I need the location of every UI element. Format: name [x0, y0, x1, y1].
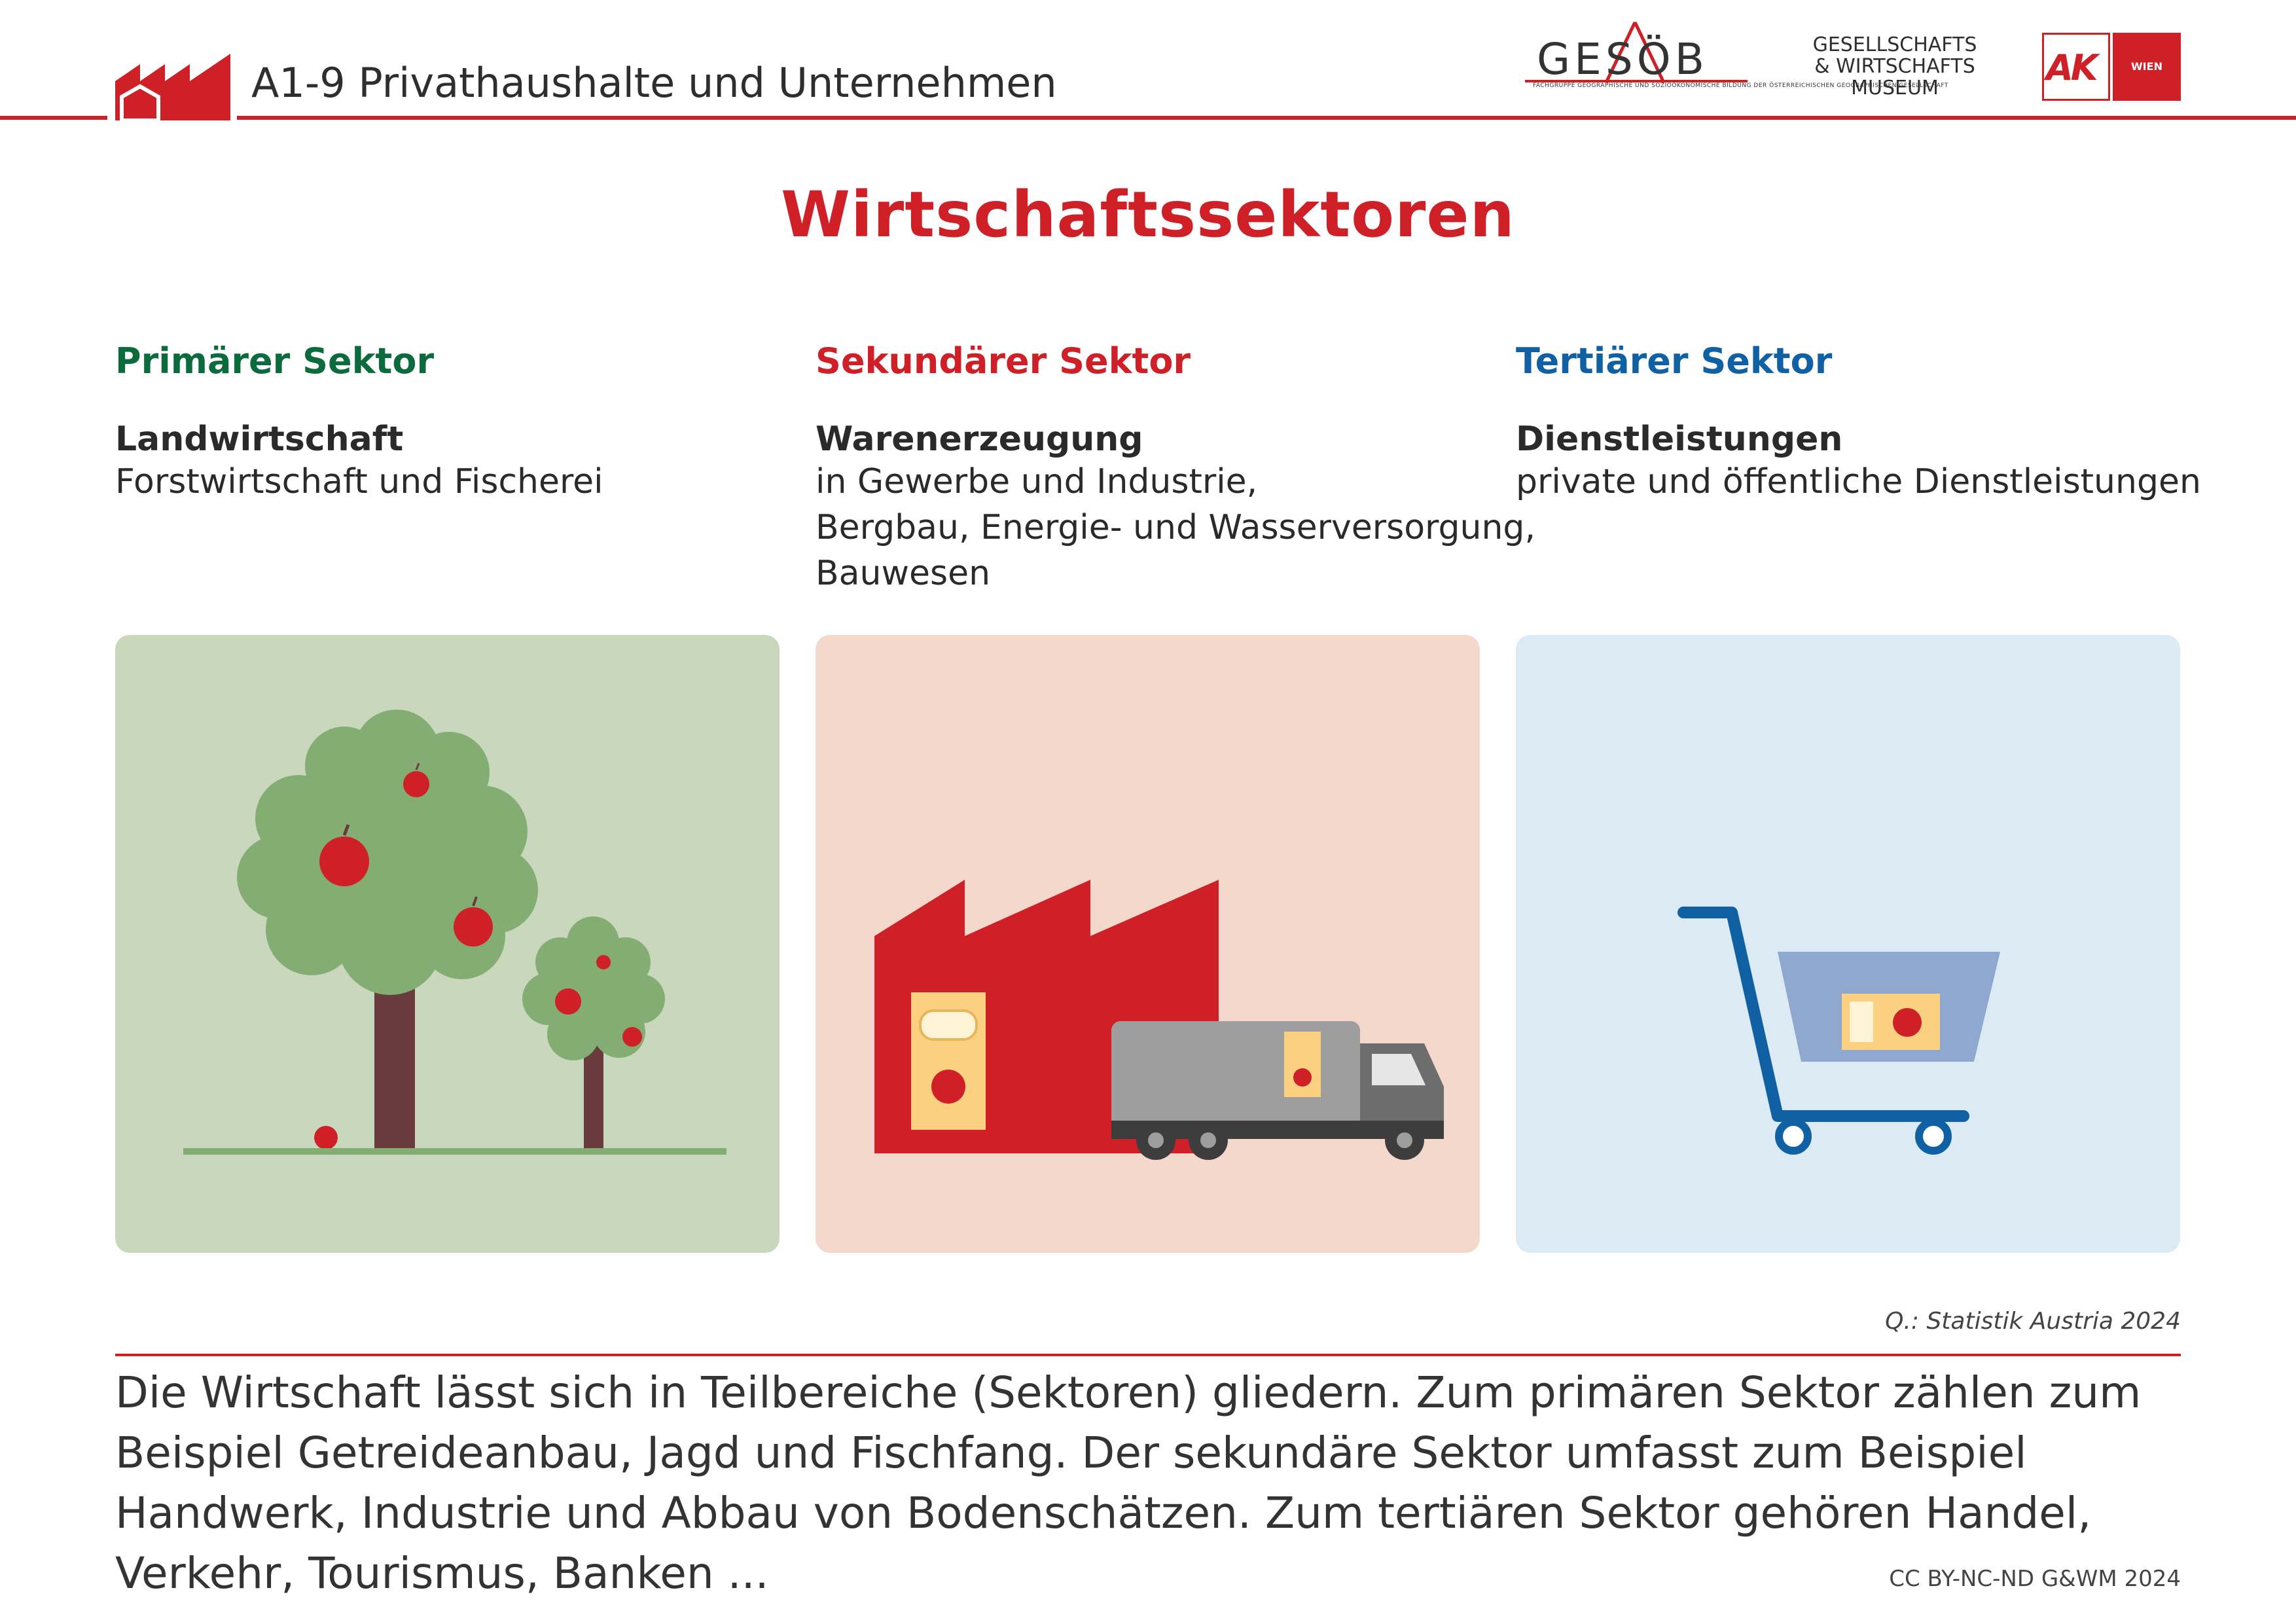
factory-logo-icon	[115, 50, 230, 120]
sector-secondary-main: Warenerzeugung	[816, 420, 1143, 459]
gwm-logo-line2: & WIRTSCHAFTS	[1814, 55, 1975, 78]
footer-rule	[115, 1354, 2181, 1356]
gwm-logo	[1793, 34, 1996, 99]
sector-tertiary	[1516, 340, 2210, 505]
header-rule-left	[0, 116, 107, 120]
sector-primary-main: Landwirtschaft	[115, 420, 404, 459]
header-title: A1-9 Privathaushalte und Unternehmen	[251, 59, 1057, 107]
sector-tertiary-heading: Tertiärer Sektor	[1516, 340, 1833, 382]
sector-primary-desc: Forstwirtschaft und Fischerei	[115, 462, 603, 501]
sector-primary	[115, 340, 809, 505]
ak-logo	[2042, 33, 2181, 101]
sector-primary-heading: Primärer Sektor	[115, 340, 435, 382]
sector-secondary-desc-2: Bergbau, Energie- und Wasserversorgung,	[816, 508, 1535, 547]
panel-tertiary	[1516, 635, 2180, 1253]
panel-primary	[115, 635, 780, 1253]
gwm-logo-line1: GESELLSCHAFTS	[1812, 33, 1977, 56]
apple-tree-icon	[115, 635, 780, 1253]
sector-secondary-heading: Sekundärer Sektor	[816, 340, 1191, 382]
factory-truck-icon	[816, 635, 1480, 1253]
shopping-cart-icon	[1516, 635, 2180, 1253]
source-note: Q.: Statistik Austria 2024	[1885, 1308, 2181, 1335]
gwm-logo-line3: MUSEUM	[1851, 77, 1939, 99]
sector-secondary-desc-1: in Gewerbe und Industrie,	[816, 462, 1258, 501]
body-text: Die Wirtschaft lässt sich in Teilbereiche (Sektoren) gliedern. Zum primären Sektor zählen zum Beispiel Getreideanbau, Jagd und Fischfang. Der sekundäre Sektor umfasst zum Beispiel Handwerk, Industrie und Abbau von Bodenschätzen. Zum tertiären Sektor gehören Handel, Verkehr, Tourismus, Banken ...	[115, 1367, 2142, 1598]
gesoeb-logo-subtitle: FACHGRUPPE GEOGRAPHISCHE UND SOZIOÖKONOMISCHE BILDUNG DER ÖSTERREICHISCHEN GEOGRAPHISCHEN GESELLSCHAFT	[1533, 82, 1948, 89]
license-note: CC BY-NC-ND G&WM 2024	[1889, 1566, 2181, 1592]
gesoeb-logo-text: GESÖB	[1537, 34, 1708, 84]
sector-secondary-desc-3: Bauwesen	[816, 554, 991, 593]
header-rule	[237, 116, 2296, 120]
ak-logo-text: AK	[2046, 47, 2096, 88]
ak-logo-subtitle: WIEN	[2131, 60, 2162, 73]
header-logo-factory	[115, 50, 230, 120]
panel-secondary	[816, 635, 1480, 1253]
sector-tertiary-desc: private und öffentliche Dienstleistungen	[1516, 462, 2201, 501]
sector-secondary	[816, 340, 1535, 596]
page-title: Wirtschaftssektoren	[781, 178, 1515, 251]
sector-tertiary-main: Dienstleistungen	[1516, 420, 1843, 459]
